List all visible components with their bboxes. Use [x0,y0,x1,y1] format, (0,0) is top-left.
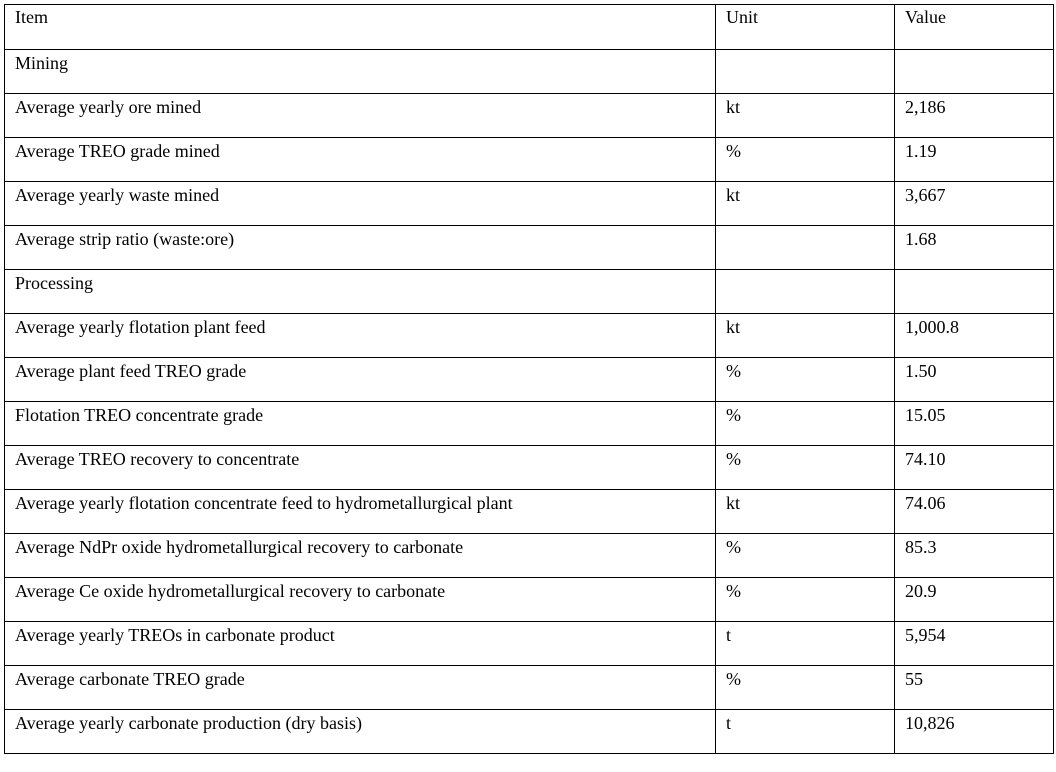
cell-value: 5,954 [895,622,1054,666]
table-row [5,402,1054,446]
cell-item: Average carbonate TREO grade [5,666,716,710]
cell-value: 85.3 [895,534,1054,578]
table-row [5,358,1054,402]
header-unit: Unit [716,5,895,50]
cell-value [895,50,1054,94]
section-heading: Processing [5,270,716,314]
table-row [5,182,1054,226]
cell-item: Average yearly carbonate production (dry basis) [5,710,716,754]
cell-value: 74.10 [895,446,1054,490]
table-row [5,710,1054,754]
cell-unit [716,270,895,314]
cell-value: 1.50 [895,358,1054,402]
table-row [5,138,1054,182]
cell-item: Average NdPr oxide hydrometallurgical recovery to carbonate [5,534,716,578]
cell-item: Average TREO recovery to concentrate [5,446,716,490]
table-row [5,534,1054,578]
cell-item: Flotation TREO concentrate grade [5,402,716,446]
cell-unit: kt [716,94,895,138]
cell-value: 10,826 [895,710,1054,754]
cell-unit: kt [716,490,895,534]
cell-unit [716,50,895,94]
cell-unit: % [716,358,895,402]
cell-unit: % [716,446,895,490]
cell-item: Average yearly TREOs in carbonate product [5,622,716,666]
table-row [5,226,1054,270]
cell-unit: kt [716,182,895,226]
cell-unit: % [716,666,895,710]
cell-value [895,270,1054,314]
section-heading: Mining [5,50,716,94]
cell-unit: % [716,138,895,182]
cell-value: 74.06 [895,490,1054,534]
cell-unit: kt [716,314,895,358]
cell-item: Average strip ratio (waste:ore) [5,226,716,270]
cell-unit: % [716,534,895,578]
production-summary-table [4,4,1054,754]
table-row [5,578,1054,622]
cell-unit: t [716,622,895,666]
cell-item: Average yearly ore mined [5,94,716,138]
table-header-row [5,5,1054,50]
cell-value: 20.9 [895,578,1054,622]
table-row [5,94,1054,138]
cell-item: Average TREO grade mined [5,138,716,182]
cell-unit: t [716,710,895,754]
cell-item: Average yearly flotation concentrate feed to hydrometallurgical plant [5,490,716,534]
section-row [5,270,1054,314]
section-row [5,50,1054,94]
cell-item: Average yearly flotation plant feed [5,314,716,358]
table-row [5,490,1054,534]
cell-value: 55 [895,666,1054,710]
cell-item: Average yearly waste mined [5,182,716,226]
table-row [5,666,1054,710]
cell-value: 1,000.8 [895,314,1054,358]
cell-value: 1.19 [895,138,1054,182]
cell-value: 2,186 [895,94,1054,138]
table-body [5,50,1054,754]
cell-unit: % [716,402,895,446]
cell-value: 1.68 [895,226,1054,270]
table-row [5,446,1054,490]
cell-unit [716,226,895,270]
cell-value: 15.05 [895,402,1054,446]
table-row [5,314,1054,358]
header-value: Value [895,5,1054,50]
cell-value: 3,667 [895,182,1054,226]
cell-unit: % [716,578,895,622]
cell-item: Average plant feed TREO grade [5,358,716,402]
cell-item: Average Ce oxide hydrometallurgical recovery to carbonate [5,578,716,622]
table-row [5,622,1054,666]
header-item: Item [5,5,716,50]
